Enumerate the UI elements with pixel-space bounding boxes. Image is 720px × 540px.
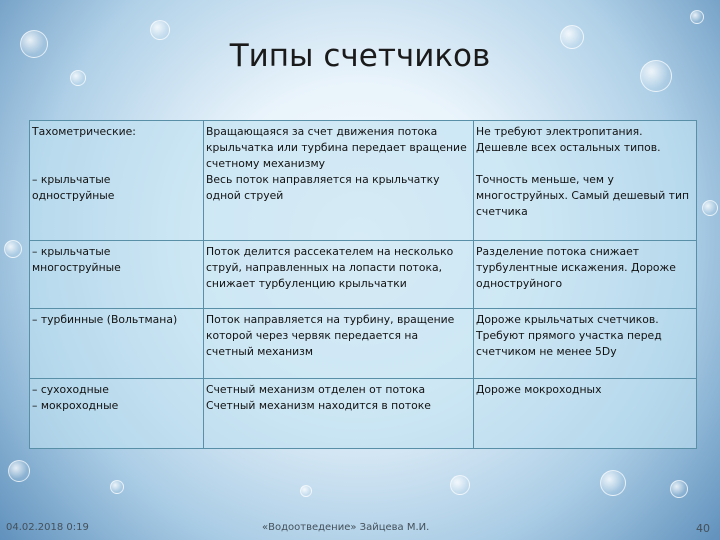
table-row	[30, 121, 697, 241]
type-cell	[30, 379, 204, 449]
cell-line: одной струей	[206, 189, 284, 202]
cell-line: Не требуют электропитания.	[476, 125, 643, 138]
cell-line: Поток делится рассекателем на несколько	[206, 245, 454, 258]
cell-line: Счетный механизм отделен от потока	[206, 383, 426, 396]
table-row	[30, 379, 697, 449]
cell-line: Вращающаяся за счет движения потока	[206, 125, 438, 138]
feature-cell	[474, 121, 697, 241]
feature-cell	[474, 379, 697, 449]
meter-types-table	[29, 120, 697, 449]
cell-line	[32, 140, 201, 156]
cell-line: – турбинные (Вольтмана)	[32, 313, 178, 326]
cell-line: счетному механизму	[206, 157, 326, 170]
cell-line: – сухоходные	[32, 383, 109, 396]
cell-line: – крыльчатые	[32, 173, 111, 186]
feature-cell	[474, 309, 697, 379]
footer-author: «Водоотведение» Зайцева М.И.	[262, 522, 430, 533]
cell-line: Точность меньше, чем у	[476, 173, 614, 186]
footer-date: 04.02.2018 0:19	[6, 522, 89, 533]
cell-line	[32, 156, 201, 172]
cell-line: – крыльчатые	[32, 245, 111, 258]
cell-line: – мокроходные	[32, 399, 119, 412]
cell-line: Счетный механизм находится в потоке	[206, 399, 431, 412]
cell-line: многоструйных. Самый дешевый тип	[476, 189, 690, 202]
type-cell	[30, 309, 204, 379]
table-row	[30, 241, 697, 309]
cell-line: одноструйные	[32, 189, 115, 202]
cell-line: одноструйного	[476, 277, 563, 290]
feature-cell	[474, 241, 697, 309]
slide-title: Типы счетчиков	[229, 38, 491, 74]
cell-line: которой через червяк передается на	[206, 329, 419, 342]
cell-line: Дороже крыльчатых счетчиков.	[476, 313, 659, 326]
cell-line: струй, направленных на лопасти потока,	[206, 261, 443, 274]
cell-line: Разделение потока снижает	[476, 245, 640, 258]
type-cell	[30, 241, 204, 309]
table-row	[30, 309, 697, 379]
description-cell	[204, 309, 474, 379]
cell-line: турбулентные искажения. Дороже	[476, 261, 676, 274]
cell-line: Дешевле всех остальных типов.	[476, 141, 661, 154]
description-cell	[204, 121, 474, 241]
cell-line: Весь поток направляется на крыльчатку	[206, 173, 440, 186]
cell-line: счетчиком не менее 5Dy	[476, 345, 617, 358]
slide-number: 40	[696, 522, 710, 535]
cell-line: крыльчатка или турбина передает вращение	[206, 141, 467, 154]
cell-line: Поток направляется на турбину, вращение	[206, 313, 455, 326]
description-cell	[204, 241, 474, 309]
cell-line: Дороже мокроходных	[476, 383, 602, 396]
cell-line: Тахометрические:	[32, 125, 136, 138]
cell-line: Требуют прямого участка перед	[476, 329, 662, 342]
cell-line: счетный механизм	[206, 345, 314, 358]
cell-line: снижает турбуленцию крыльчатки	[206, 277, 407, 290]
type-cell	[30, 121, 204, 241]
cell-line	[476, 156, 694, 172]
cell-line: счетчика	[476, 205, 528, 218]
description-cell	[204, 379, 474, 449]
cell-line: многоструйные	[32, 261, 121, 274]
